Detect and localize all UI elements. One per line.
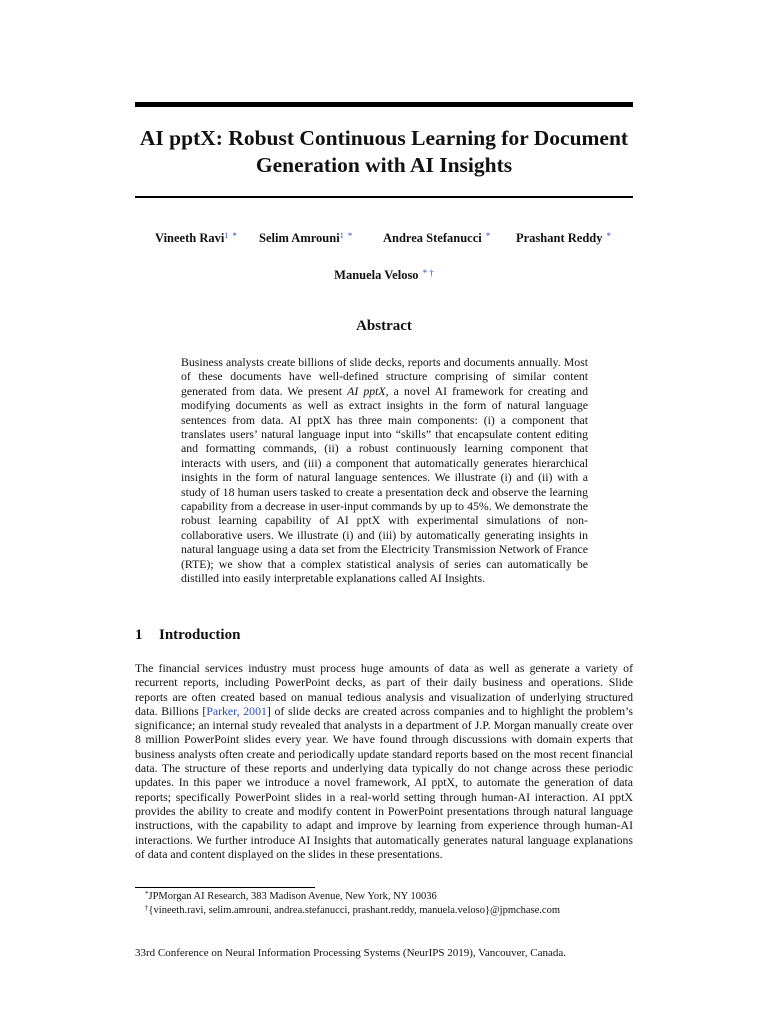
abstract-heading: Abstract — [356, 318, 412, 334]
author-2 — [259, 231, 352, 246]
footnote-mark: * — [485, 231, 491, 241]
venue-line: 33rd Conference on Neural Information Processing Systems (NeurIPS 2019), Vancouver, Canada. — [135, 947, 567, 959]
intro-part: ] of slide decks are created across companies and to highlight the problem’s significance; an internal study revealed that analysts in a department of J.P. Morgan manually create over 8 million PowerPoint slides every year. We have found through discussions with domain experts that business analysts often create and periodically update standard reports based on the most recent financial data. The structure of these reports and underlying data typically do not change across these periodic updates. In this paper we introduce a novel framework, AI pptX, to automate the generation of data reports; specifically PowerPoint slides in a real-world setting through human-AI interaction. AI pptX provides the ability to create and modify content in PowerPoint presentations through natural language instructions, with the capability to adapt and improve by learning from experience through human-AI interactions. We further introduce AI Insights that automatically generates natural language explanations of data and content displayed on the slides in these presentations. — [135, 703, 633, 861]
footnote-mark: * † — [422, 268, 434, 278]
footnote-affiliation — [145, 891, 437, 902]
author-1 — [155, 231, 237, 246]
framework-name: AI pptX — [347, 383, 386, 398]
title-top-rule — [135, 102, 633, 107]
paper-title: AI pptX: Robust Continuous Learning for Document Generation with AI Insights — [139, 126, 629, 177]
abstract-text — [181, 355, 588, 586]
author-name: Selim Amrouni — [259, 231, 340, 245]
footnote-emails — [145, 905, 560, 916]
section-number: 1 — [135, 627, 143, 643]
footnote-mark: * — [606, 231, 611, 241]
footnote-mark: * — [347, 231, 353, 241]
intro-part: The financial services industry must process huge amounts of data as well as generate a variety of recurrent reports, including PowerPoint decks, as part of their daily business and operations. Slide reports are often created based on manual tedious analysis and visualization of underlying structured data. Billions [ — [135, 661, 633, 718]
citation-link[interactable]: Parker, 2001 — [206, 703, 267, 718]
footnote-text: {vineeth.ravi, selim.amrouni, andrea.stefanucci, prashant.reddy, manuela.veloso}@jpmchase.com — [148, 905, 561, 916]
footnote-mark: * — [145, 890, 149, 898]
footnote-text: JPMorgan AI Research, 383 Madison Avenue, New York, NY 10036 — [148, 891, 437, 902]
author-name: Andrea Stefanucci — [383, 231, 482, 245]
footnote-mark: * — [232, 231, 237, 241]
section-heading-introduction — [135, 627, 240, 644]
abstract-part: , a novel AI framework for creating and modifying documents as well as extract insights in the form of natural language sentences from data. AI pptX has three main components: (i) a component that translates users’ natural language input into “skills” that encapsulate content editing and formatting commands, (ii) a robust continuously learning component that interacts with users, and (iii) a component that automatically generates hierarchical insights in the form of natural language sentences. We illustrate (i) and (ii) with a study of 18 human users tasked to create a presentation deck and observe the learning capability from a decrease in user-input commands by up to 45%. We demonstrate the robust learning capability of AI pptX with experimental simulations of non-collaborative users. We illustrate (i) and (iii) by automatically generating insights in natural language using a data set from the Electricity Transmission Network of France (RTE); we show that a complex statistical analysis of series can automatically be distilled into easily interpretable explanations called AI Insights. — [181, 383, 588, 586]
affiliation-mark: 1 — [224, 231, 229, 240]
author-list — [135, 231, 633, 249]
introduction-paragraph — [135, 661, 633, 861]
author-3 — [383, 231, 490, 246]
section-title: Introduction — [159, 627, 241, 643]
author-5 — [0, 268, 768, 283]
author-name: Manuela Veloso — [334, 268, 419, 282]
footnote-rule — [135, 887, 315, 888]
affiliation-mark: 1 — [339, 231, 344, 240]
title-bottom-rule — [135, 196, 633, 198]
author-4 — [516, 231, 611, 246]
footnote-mark: † — [145, 904, 149, 912]
author-name: Vineeth Ravi — [155, 231, 225, 245]
abstract-part: Business analysts create billions of slide decks, reports and documents annually. Most of these documents have well-defined structure comprising of similar content generated from data. We present — [181, 355, 588, 398]
author-name: Prashant Reddy — [516, 231, 603, 245]
